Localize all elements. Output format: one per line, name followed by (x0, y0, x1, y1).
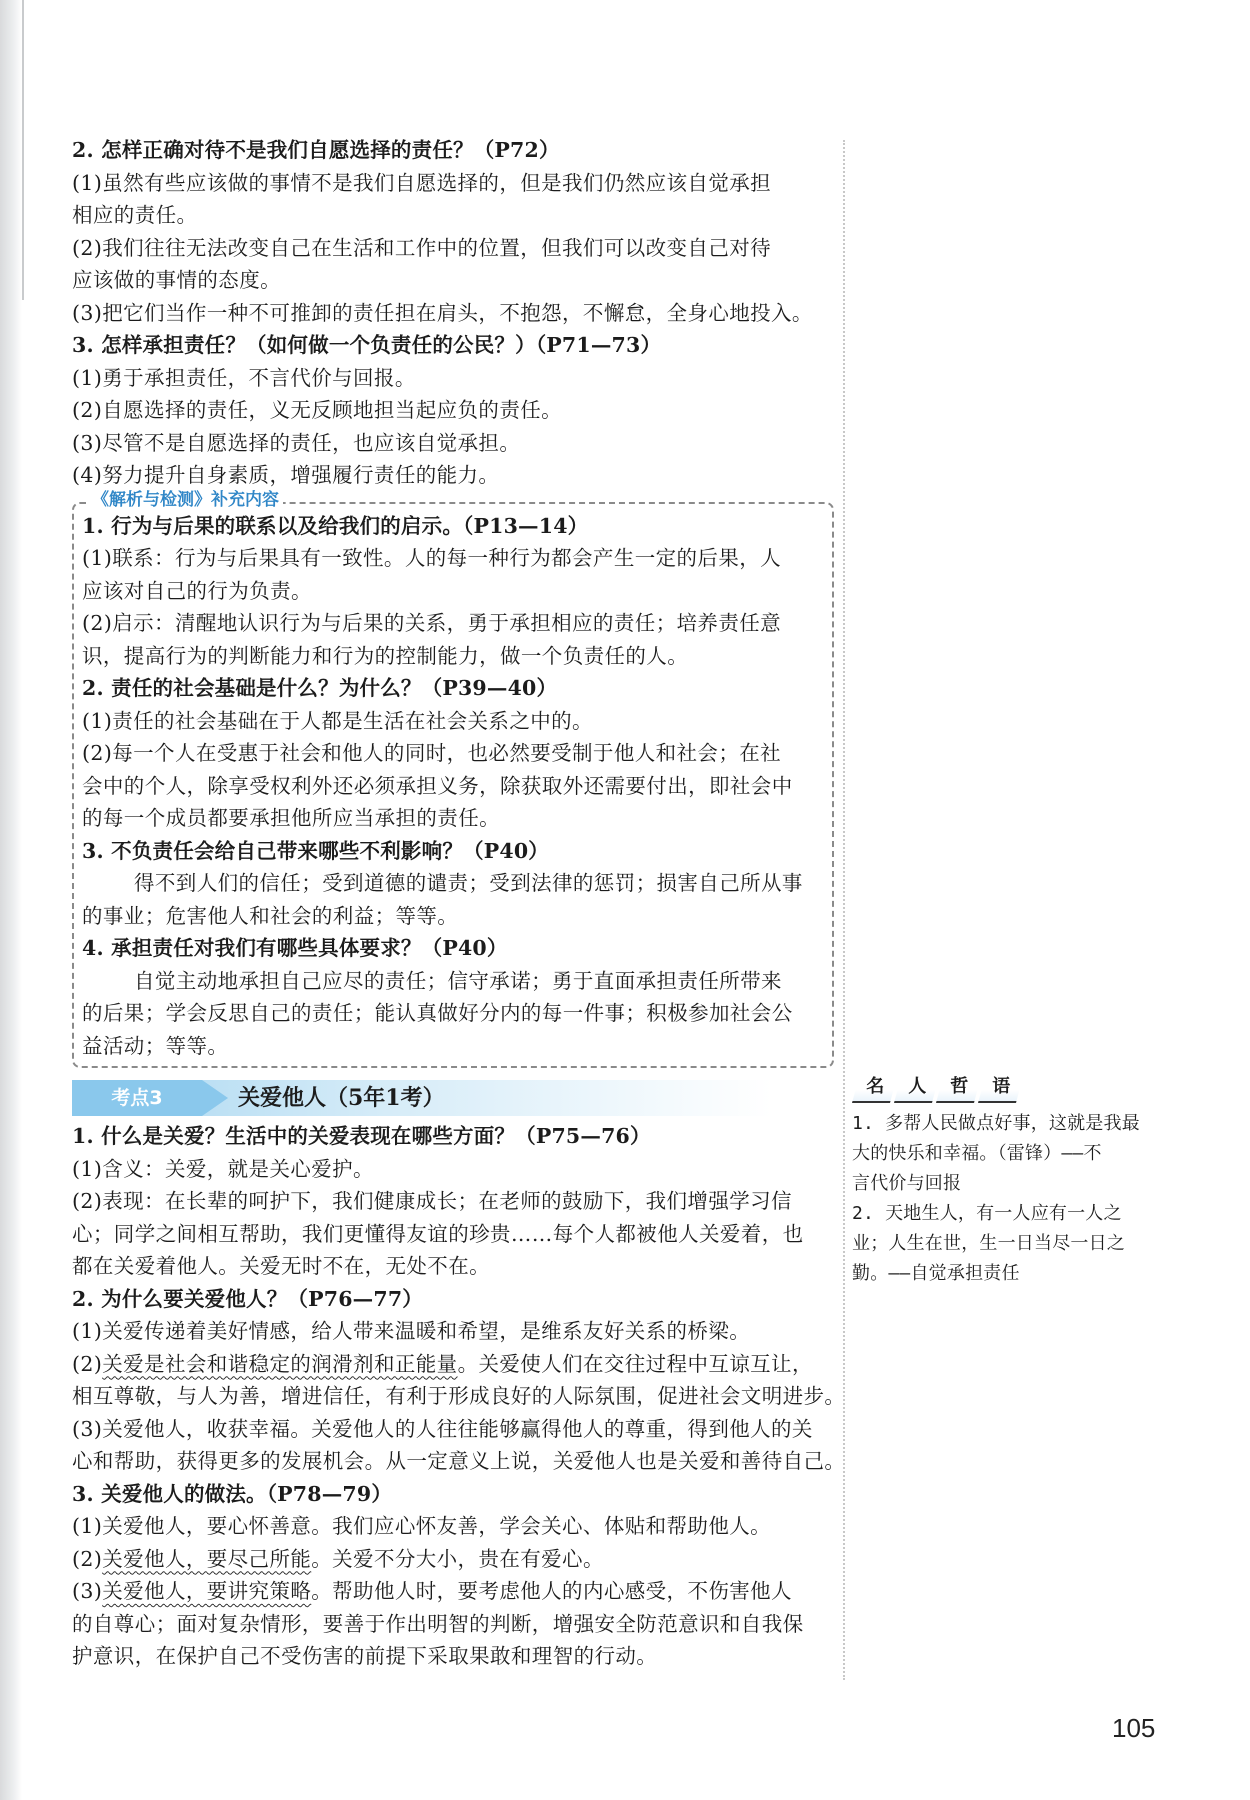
text-line: (3)把它们当作一种不可推卸的责任担在肩头，不抱怨，不懈怠，全身心地投入。 (72, 300, 813, 325)
text-line: 益活动；等等。 (82, 1033, 229, 1058)
question-heading: 2. 为什么要关爱他人？（P76—77） (72, 1286, 424, 1311)
question-heading: 3. 关爱他人的做法。（P78—79） (72, 1481, 393, 1506)
question-heading: 3. 不负责任会给自己带来哪些不利影响？（P40） (82, 838, 549, 863)
question-heading: 4. 承担责任对我们有哪些具体要求？（P40） (82, 936, 508, 960)
quote-line: 2. 天地生人，有一人应有一人之 (852, 1203, 1122, 1224)
text-line: (3)尽管不是自愿选择的责任，也应该自觉承担。 (72, 430, 521, 455)
quote-line: 大的快乐和幸福。（雷锋）——不 (852, 1143, 1102, 1164)
line-rest: 。关爱不分大小，贵在有爱心。 (311, 1546, 604, 1571)
line-rest: 。帮助他人时，要考虑他人的内心感受，不伤害他人 (311, 1579, 792, 1603)
sidebar-title (856, 1073, 1192, 1103)
question-heading: 3. 怎样承担责任？（如何做一个负责任的公民？）（P71—73） (72, 333, 662, 357)
main-column (72, 134, 846, 1673)
bottom-section (72, 1120, 846, 1673)
text-line: (2)自愿选择的责任，义无反顾地担当起应负的责任。 (72, 398, 563, 422)
line-prefix: (2) (72, 1546, 103, 1571)
quote-sidebar (852, 1073, 1192, 1289)
text-line (72, 1575, 834, 1608)
text-line: (3)关爱他人，收获幸福。关爱他人的人往往能够赢得他人的尊重，得到他人的关 (72, 1416, 813, 1441)
emphasized-text: 关爱他人，要尽己所能 (102, 1546, 312, 1571)
text-line: (2)表现：在长辈的呵护下，我们健康成长；在老师的鼓励下，我们增强学习信 (72, 1189, 792, 1213)
text-line: 的事业；危害他人和社会的利益；等等。 (82, 903, 459, 928)
text-line: 的后果；学会反思自己的责任；能认真做好分内的每一件事；积极参加社会公 (82, 1001, 793, 1025)
text-line: (1)关爱他人，要心怀善意。我们应心怀友善，学会关心、体贴和帮助他人。 (72, 1514, 772, 1538)
sidebar-lines (852, 1109, 1192, 1289)
supplement-lines (82, 510, 824, 1063)
text-line: (1)责任的社会基础在于人都是生活在社会关系之中的。 (82, 708, 593, 733)
page-gutter (0, 0, 22, 1800)
kaodian-tag: 考点3 (72, 1080, 202, 1116)
text-line: 相应的责任。 (72, 203, 198, 227)
text-line: (1)虽然有些应该做的事情不是我们自愿选择的，但是我们仍然应该自觉承担 (72, 170, 772, 195)
text-line: (2)每一个人在受惠于社会和他人的同时，也必然要受制于他人和社会；在社 (82, 741, 782, 765)
text-line: 的每一个成员都要承担他所应当承担的责任。 (82, 806, 500, 830)
text-line: (1)勇于承担责任，不言代价与回报。 (72, 365, 416, 390)
emphasized-text: 关爱是社会和谐稳定的润滑剂和正能量 (102, 1351, 458, 1376)
text-line: 相互尊敬，与人为善，增进信任，有利于形成良好的人际氛围，促进社会文明进步。 (72, 1384, 846, 1408)
text-line: 识，提高行为的判断能力和行为的控制能力，做一个负责任的人。 (82, 643, 689, 668)
sidebar-title-char: 语 (978, 1073, 1024, 1103)
text-line: (1)联系：行为与后果具有一致性。人的每一种行为都会产生一定的后果，人 (82, 546, 782, 570)
text-line: 心和帮助，获得更多的发展机会。从一定意义上说，关爱他人也是关爱和善待自己。 (72, 1449, 846, 1473)
question-heading: 1. 什么是关爱？生活中的关爱表现在哪些方面？（P75—76） (72, 1124, 651, 1148)
text-line: 会中的个人，除享受权利外还必须承担义务，除获取外还需要付出，即社会中 (82, 773, 793, 798)
text-line: 自觉主动地承担自己应尽的责任；信守承诺；勇于直面承担责任所带来 (134, 968, 782, 993)
kaodian-banner (72, 1078, 834, 1118)
text-line: (1)含义：关爱，就是关心爱护。 (72, 1156, 374, 1181)
emphasized-text: 关爱他人，要讲究策略 (102, 1579, 312, 1603)
text-line: 得不到人们的信任；受到道德的谴责；受到法律的惩罚；损害自己所从事 (134, 871, 803, 895)
quote-line: 1. 多帮人民做点好事，这就是我最 (852, 1113, 1140, 1134)
kaodian-title: 关爱他人（5年1考） (238, 1085, 445, 1111)
text-line: (2)启示：清醒地认识行为与后果的关系，勇于承担相应的责任；培养责任意 (82, 611, 782, 635)
question-heading: 2. 怎样正确对待不是我们自愿选择的责任？（P72） (72, 138, 560, 162)
line-prefix: (3) (72, 1579, 103, 1603)
text-line: (2)我们往往无法改变自己在生活和工作中的位置，但我们可以改变自己对待 (72, 235, 772, 260)
gutter-rule (22, 0, 24, 300)
text-line: 应该对自己的行为负责。 (82, 578, 312, 603)
text-line (72, 1348, 834, 1381)
text-line: (4)努力提升自身素质，增强履行责任的能力。 (72, 463, 500, 487)
quote-line: 言代价与回报 (852, 1173, 962, 1194)
question-heading: 1. 行为与后果的联系以及给我们的启示。（P13—14） (82, 513, 589, 538)
quote-line: 业；人生在世，生一日当尽一日之 (852, 1233, 1125, 1254)
sidebar-title-char: 名 (852, 1073, 898, 1103)
text-line: (1)关爱传递着美好情感，给人带来温暖和希望，是维系友好关系的桥梁。 (72, 1319, 751, 1343)
text-line (72, 1543, 834, 1576)
sidebar-title-char: 人 (894, 1073, 940, 1103)
text-line: 心；同学之间相互帮助，我们更懂得友谊的珍贵……每个人都被他人关爱着，也 (72, 1221, 804, 1246)
page-number: 105 (1112, 1713, 1156, 1743)
text-line: 都在关爱着他人。关爱无时不在，无处不在。 (72, 1254, 490, 1278)
supplement-title: 《解析与检测》补充内容 (88, 489, 283, 511)
quote-line: 勤。——自觉承担责任 (852, 1263, 1020, 1284)
text-line: 的自尊心；面对复杂情形，要善于作出明智的判断，增强安全防范意识和自我保 (72, 1611, 804, 1636)
text-line: 应该做的事情的态度。 (72, 268, 281, 292)
line-prefix: (2) (72, 1351, 103, 1376)
question-heading: 2. 责任的社会基础是什么？为什么？（P39—40） (82, 676, 558, 700)
supplement-box (72, 489, 834, 1069)
sidebar-title-char: 哲 (936, 1073, 982, 1103)
line-rest: 。关爱使人们在交往过程中互谅互让， (457, 1351, 813, 1376)
text-line: 护意识，在保护自己不受伤害的前提下采取果敢和理智的行动。 (72, 1644, 658, 1668)
top-section (72, 134, 834, 492)
